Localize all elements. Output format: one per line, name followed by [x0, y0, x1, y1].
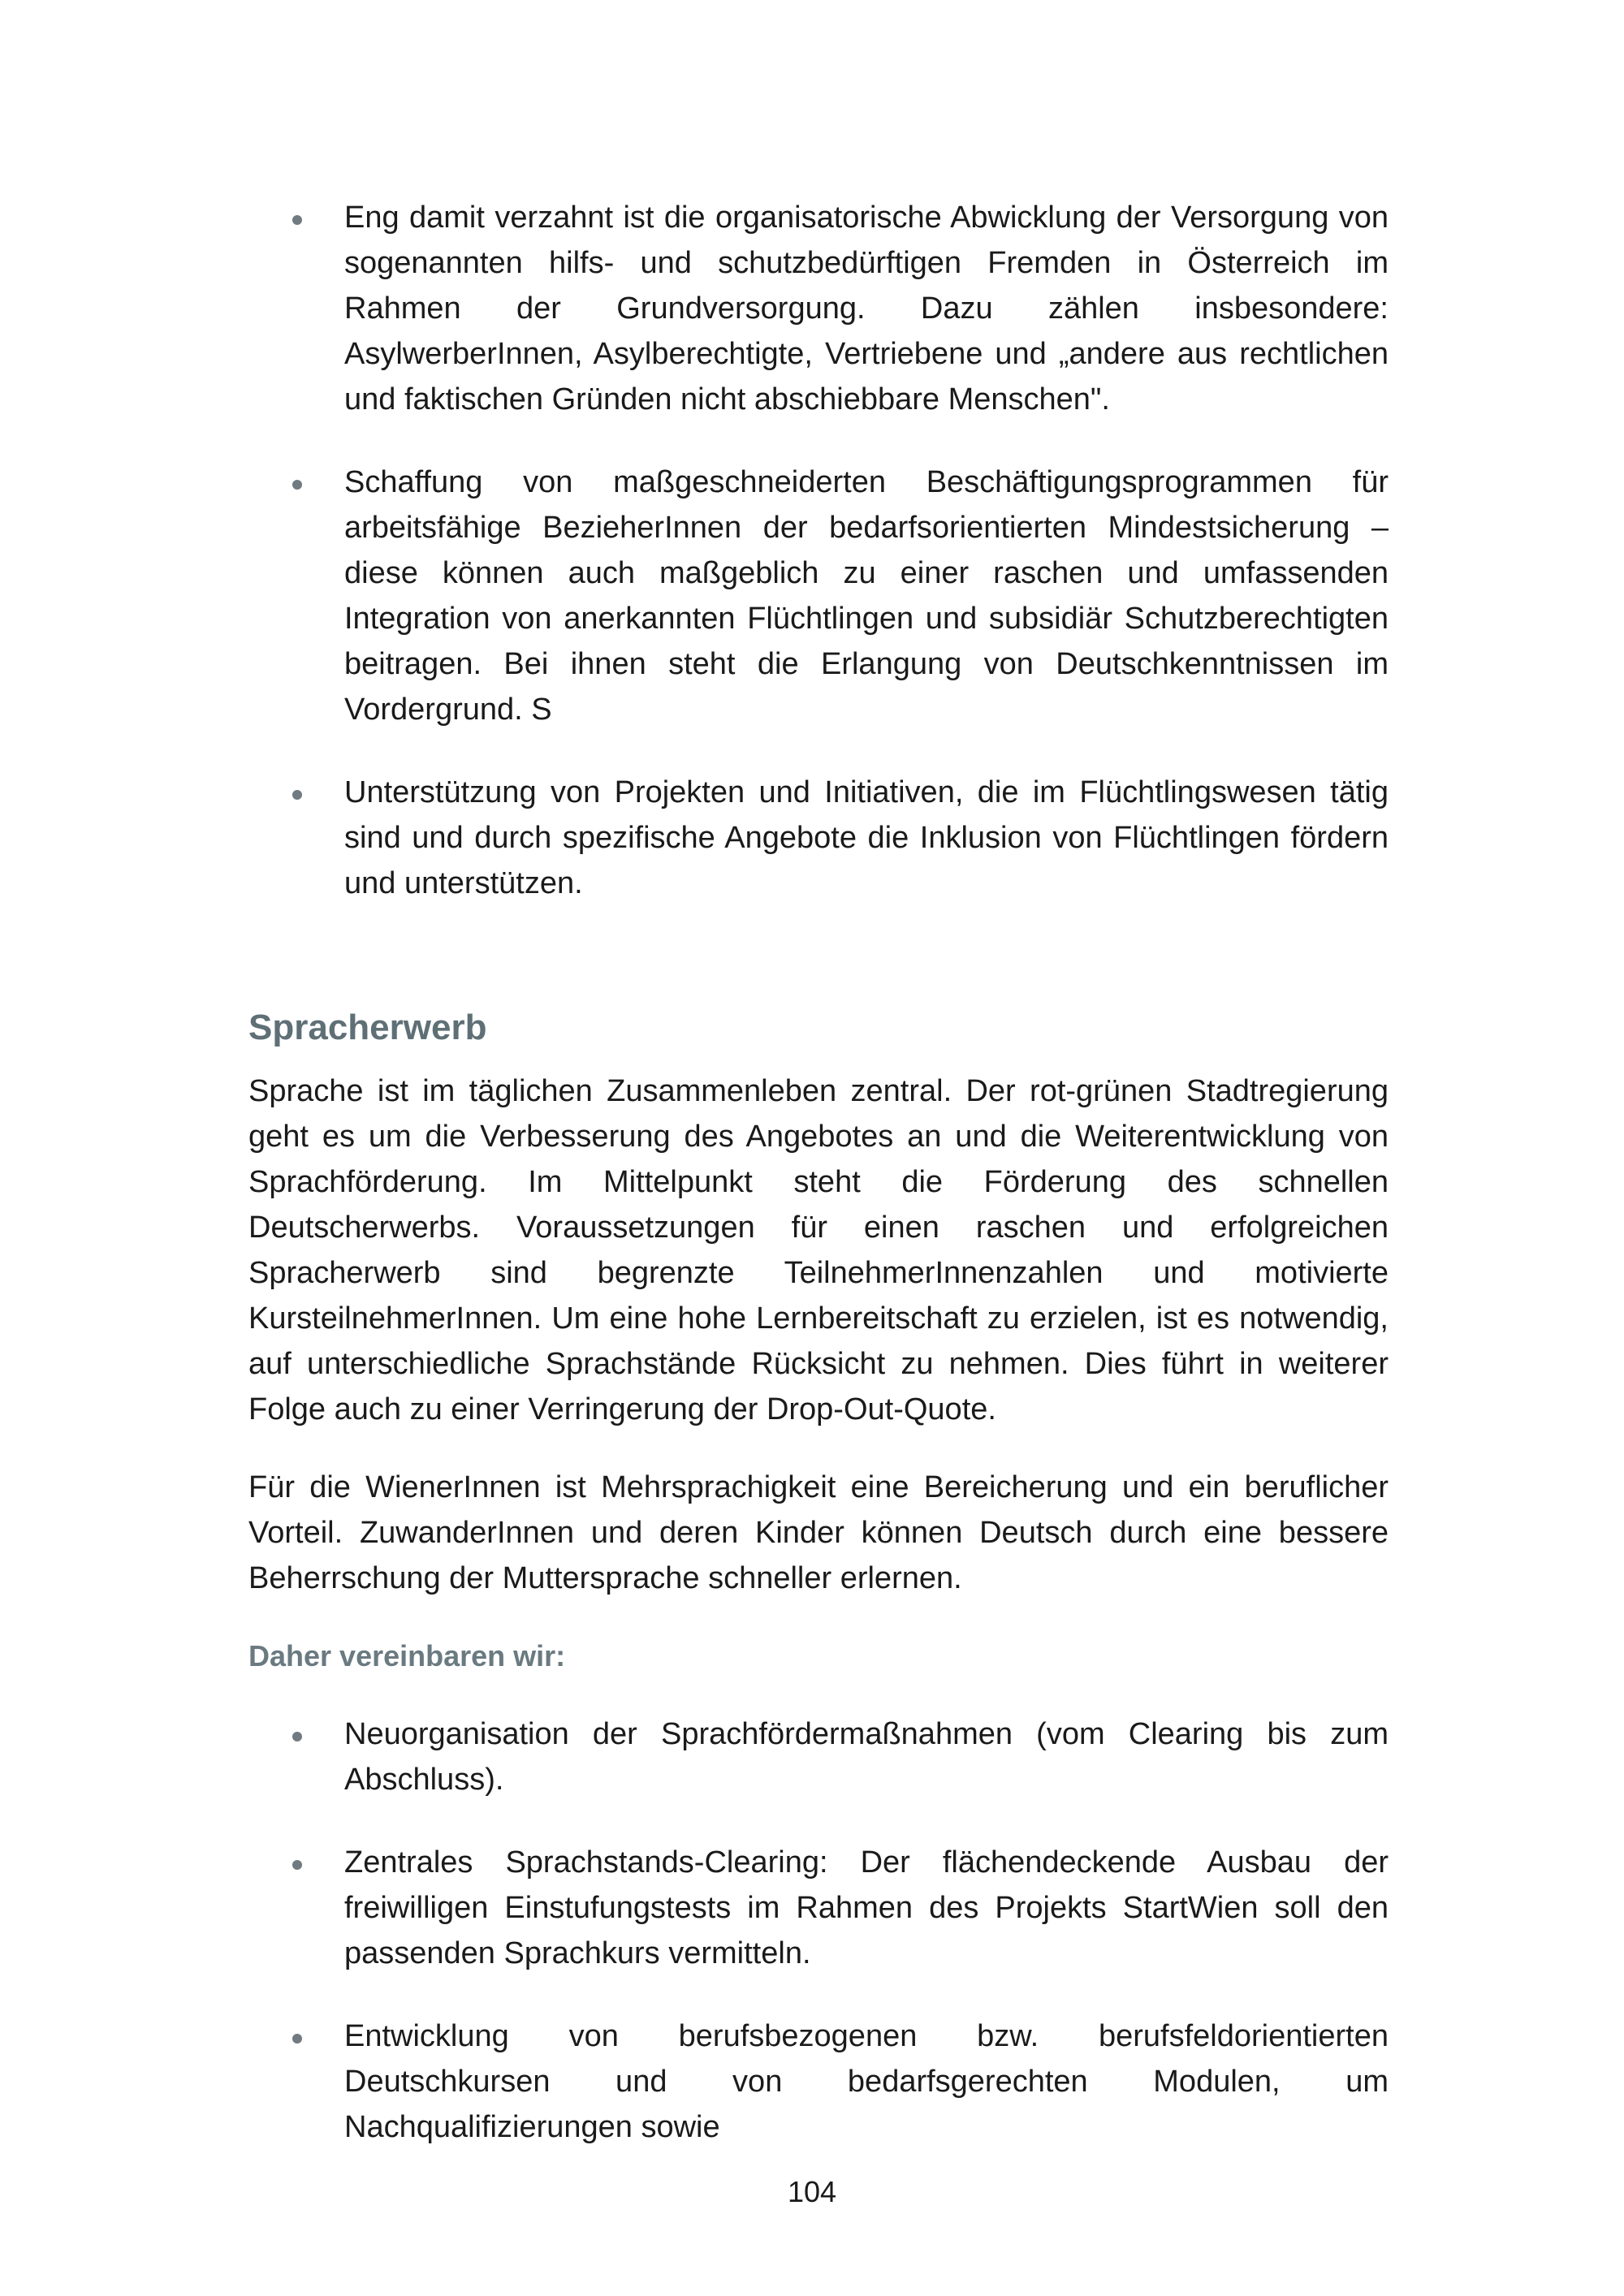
list-item — [248, 770, 1389, 906]
list-item — [248, 1711, 1389, 1802]
list-item — [248, 195, 1389, 422]
bullet-icon — [292, 480, 302, 490]
list-item-text: Zentrales Sprachstands-Clearing: Der flächendeckende Ausbau der freiwilligen Einstufungstests im Rahmen des Projekts StartWien soll den passenden Sprachkurs vermitteln. — [344, 1845, 1389, 1970]
list-item — [248, 460, 1389, 732]
bullet-icon — [292, 2034, 302, 2044]
list-item-text: Schaffung von maßgeschneiderten Beschäftigungsprogrammen für arbeitsfähige BezieherInnen der bedarfsorientierten Mindestsicherung – diese können auch maßgeblich zu einer raschen und umfassenden Integration von anerkannten Flüchtlingen und subsidiär Schutzberechtigten beitragen. Bei ihnen steht die Erlangung von Deutschkenntnissen im Vordergrund. S — [344, 465, 1389, 727]
bullet-icon — [292, 215, 302, 225]
list-item — [248, 1840, 1389, 1976]
paragraph: Für die WienerInnen ist Mehrsprachigkeit eine Bereicherung und ein beruflicher Vorteil. ZuwanderInnen und deren Kinder können Deutsch durch eine bessere Beherrschung der Muttersprache schneller erlernen. — [248, 1470, 1389, 1595]
bullet-icon — [292, 1860, 302, 1870]
bullet-icon — [292, 790, 302, 800]
top-bullet-list — [248, 195, 1389, 906]
bullet-icon — [292, 1732, 302, 1741]
list-item-text: Unterstützung von Projekten und Initiativen, die im Flüchtlingswesen tätig sind und durch spezifische Angebote die Inklusion von Flüchtlingen fördern und unterstützen. — [344, 775, 1389, 900]
list-item — [248, 2013, 1389, 2150]
page-content — [248, 195, 1389, 2150]
list-item-text: Neuorganisation der Sprachfördermaßnahmen (vom Clearing bis zum Abschluss). — [344, 1717, 1389, 1797]
list-item-text: Eng damit verzahnt ist die organisatorische Abwicklung der Versorgung von sogenannten hilfs- und schutzbedürftigen Fremden in Österreich im Rahmen der Grundversorgung. Dazu zählen insbesondere: AsylwerberInnen, Asylberechtigte, Vertriebene und „andere aus rechtlichen und faktischen Gründen nicht abschiebbare Menschen". — [344, 201, 1389, 416]
list-item-text: Entwicklung von berufsbezogenen bzw. berufsfeldorientierten Deutschkursen und von bedarfsgerechten Modulen, um Nachqualifizierungen sowie — [344, 2019, 1389, 2144]
paragraph: Sprache ist im täglichen Zusammenleben zentral. Der rot-grünen Stadtregierung geht es um die Verbesserung des Angebotes an und die Weiterentwicklung von Sprachförderung. Im Mittelpunkt steht die Förderung des schnellen Deutscherwerbs. Voraussetzungen für einen raschen und erfolgreichen Spracherwerb sind begrenzte TeilnehmerInnenzahlen und motivierte KursteilnehmerInnen. Um eine hohe Lernbereitschaft zu erzielen, ist es notwendig, auf unterschiedliche Sprachstände Rücksicht zu nehmen. Dies führt in weiterer Folge auch zu einer Verringerung der Drop-Out-Quote. — [248, 1074, 1389, 1426]
section-heading: Spracherwerb — [248, 1008, 487, 1047]
agreement-bullet-list — [248, 1711, 1389, 2150]
subheading: Daher vereinbaren wir: — [248, 1639, 566, 1672]
page-number: 104 — [787, 2175, 837, 2208]
